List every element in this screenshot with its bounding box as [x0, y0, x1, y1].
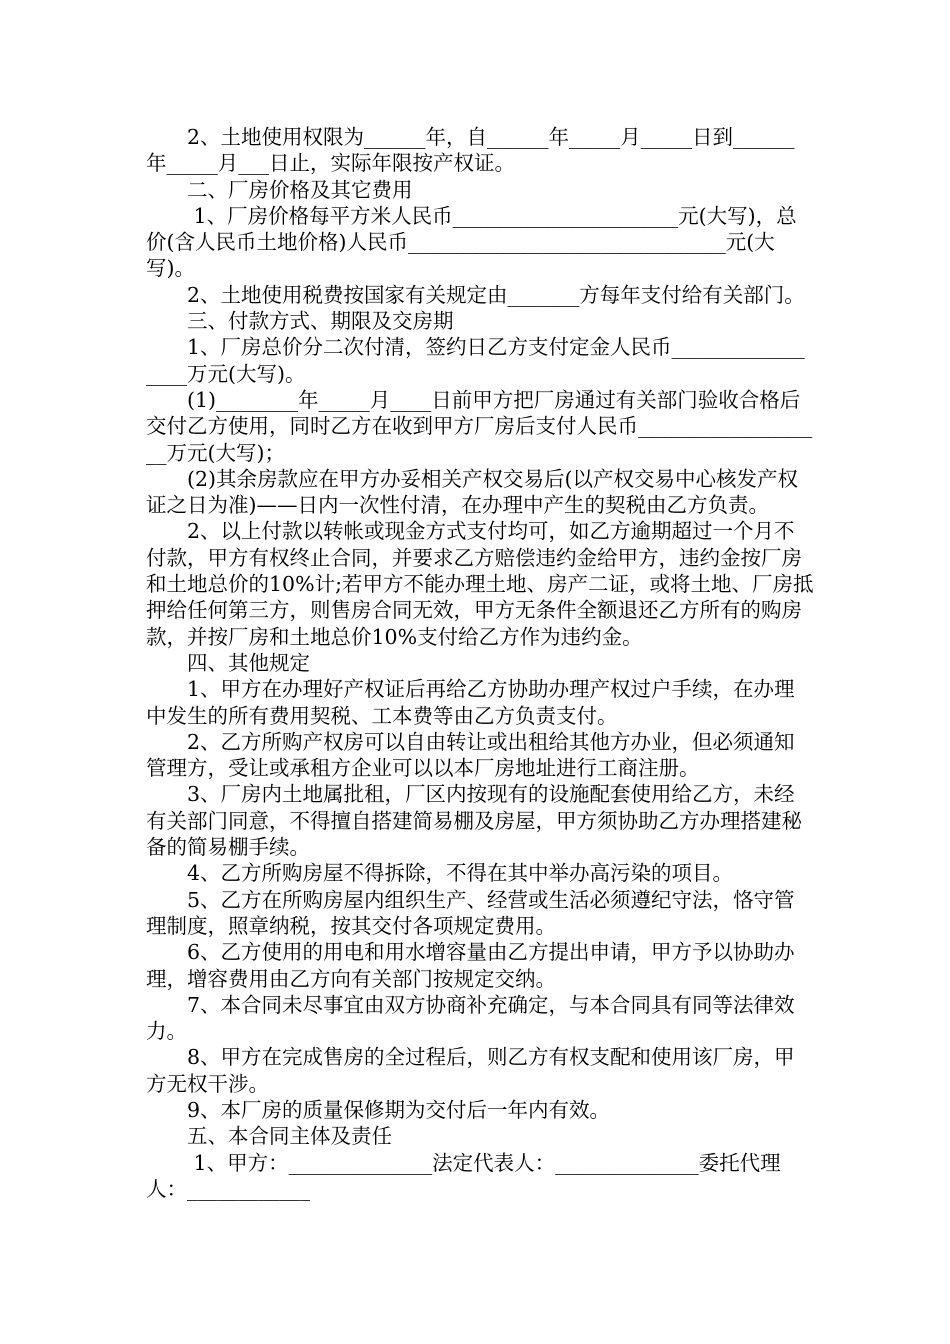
clause-warranty: 9、本厂房的质量保修期为交付后一年内有效。	[187, 1097, 611, 1122]
clause-deposit: 1、厂房总价分二次付清，签约日乙方支付定金人民币_________________万元(大写)。	[146, 335, 805, 386]
clause-remaining-payment: (2)其余房款应在甲方办妥相关产权交易后(以产权交易中心核发产权证之日为准)——日内一次性付清，在办理中产生的契税由乙方负责。	[146, 466, 799, 518]
clause-utilities: 6、乙方使用的用电和用水增容量由乙方提出申请，甲方予以协助办理，增容费用由乙方向有关部门按规定交纳。	[146, 940, 795, 991]
clause-land-tax: 2、土地使用税费按国家有关规定由_______方每年支付给有关部门。	[187, 282, 805, 307]
clause-transfer-procedure: 1、甲方在办理好产权证后再给乙方协助办理产权过户手续，在办理中发生的所有费用契税、工本费等由乙方负责支付。	[146, 677, 795, 728]
clause-land-lease: 3、厂房内土地属批租，厂区内按现有的设施配套使用给乙方，未经有关部门同意，不得擅自搭建简易棚及房屋，甲方须协助乙方办理搭建秘备的简易棚手续。	[146, 782, 802, 860]
clause-first-installment: (1)________年_____月____日前甲方把厂房通过有关部门验收合格后交付乙方使用，同时乙方在收到甲方厂房后支付人民币___________________万元(大写)；	[146, 387, 813, 465]
clause-factory-price: 1、厂房价格每平方米人民币______________________元(大写)，总价(含人民币土地价格)人民币_______________________________元(大写)。	[146, 203, 797, 281]
section-heading-other: 四、其他规定	[187, 650, 310, 675]
clause-land-use-term: 2、土地使用权限为______年，自______年_____月_____日到______年_____月___日止，实际年限按产权证。	[146, 125, 795, 176]
clause-party-a: 1、甲方：______________法定代表人：______________委托代理人：____________	[146, 1150, 781, 1201]
clause-compliance: 5、乙方在所购房屋内组织生产、经营或生活必须遵纪守法，恪守管理制度，照章纳税，按其交付各项规定费用。	[146, 887, 795, 938]
clause-supplement: 7、本合同未尽事宜由双方协商补充确定，与本合同具有同等法律效力。	[146, 992, 795, 1044]
contract-page	[146, 124, 814, 1202]
section-heading-parties: 五、本合同主体及责任	[187, 1124, 392, 1149]
clause-resale-lease: 2、乙方所购产权房可以自由转让或出租给其他方办业，但必须通知管理方，受让或承租方企业可以以本厂房地址进行工商注册。	[146, 729, 795, 781]
clause-payment-method: 2、以上付款以转帐或现金方式支付均可，如乙方逾期超过一个月不付款，甲方有权终止合同，并要求乙方赔偿违约金给甲方，违约金按厂房和土地总价的10%计;若甲方不能办理土地、房产二证，或将土地、厂房抵押给任何第三方，则售房合同无效，甲方无条件全额退还乙方所有的购房款，并按厂房和土地总价10%支付给乙方作为违约金。	[146, 519, 814, 649]
clause-rights-after-sale: 8、甲方在完成售房的全过程后，则乙方有权支配和使用该厂房，甲方无权干涉。	[146, 1045, 795, 1096]
section-heading-price: 二、厂房价格及其它费用	[187, 177, 413, 202]
clause-no-demolition: 4、乙方所购房屋不得拆除，不得在其中举办高污染的项目。	[187, 861, 734, 886]
section-heading-payment: 三、付款方式、期限及交房期	[187, 309, 454, 334]
